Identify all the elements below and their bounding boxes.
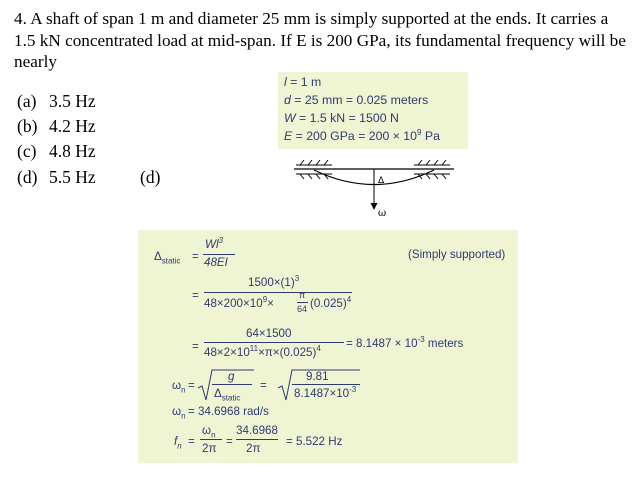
option-label: (a) xyxy=(17,91,37,111)
given-load: W = 1.5 kN = 1500 N xyxy=(284,111,399,125)
delta-static-label: $\Delta_{static}$ xyxy=(154,250,181,266)
option-c xyxy=(17,141,96,162)
option-value: 4.8 Hz xyxy=(49,141,96,161)
eq-2: = xyxy=(192,289,199,302)
option-a xyxy=(17,91,96,112)
frac1-numerator: Wl$^3$ xyxy=(205,236,223,251)
omega-n-label-2: $\omega_n$ xyxy=(172,405,186,421)
support-note: (Simply supported) xyxy=(408,248,506,261)
option-b xyxy=(17,116,96,137)
option-value: 4.2 Hz xyxy=(49,116,96,136)
solution-box xyxy=(138,230,518,463)
frac2-numerator: $1500\times(1)^3$ xyxy=(248,274,300,289)
frac1-denominator: 48EI xyxy=(204,256,228,269)
two-pi-den-1: 2π xyxy=(202,442,217,455)
omega-value: = 34.6968 rad/s xyxy=(188,405,269,418)
pi-over-64-num: π xyxy=(299,290,306,300)
eq-7: = xyxy=(226,435,233,448)
frac3-numerator: 64×1500 xyxy=(246,327,292,340)
eq-4: = xyxy=(188,379,195,392)
given-values-box xyxy=(278,72,468,149)
arrow-down-icon xyxy=(371,203,378,210)
frequency-result: = 5.522 Hz xyxy=(286,435,343,448)
omega-n-num: $\omega_n$ xyxy=(202,424,216,440)
given-diameter: d = 25 mm = 0.025 meters xyxy=(284,93,429,107)
f-n-label: $f_n$ xyxy=(174,435,182,451)
g-value: 9.81 xyxy=(306,370,329,383)
frac3-denominator: $48\times 2\times 10^{11}\times\pi\times(0.025)^4$ xyxy=(204,344,321,359)
option-label: (b) xyxy=(17,116,38,136)
given-span: l = 1 m xyxy=(284,75,322,89)
option-value: 3.5 Hz xyxy=(49,91,96,111)
beam-diagram xyxy=(294,159,454,221)
eq-3: = xyxy=(192,340,199,353)
omega-label: ω xyxy=(378,208,387,219)
omega-n-label: $\omega_n$ xyxy=(172,379,186,395)
given-modulus: E = 200 GPa = $200 \times 10^9$ Pa xyxy=(284,127,440,143)
eq-1: = xyxy=(192,250,199,263)
frac2-denominator: $48\times 200\times 10^9\times$ xyxy=(204,295,274,310)
question-text: 4. A shaft of span 1 m and diameter 25 mm is simply supported at the ends. It carries a 1.5 kN concentrated load at mid-span. If E is 200 GPa, its fundamental frequency will be nearly xyxy=(14,9,626,71)
eq-6: = xyxy=(188,435,195,448)
answer-label: (d) xyxy=(140,167,161,187)
option-value: 5.5 Hz xyxy=(49,167,96,187)
eq-5: = xyxy=(260,379,267,392)
root-denominator: $8.1487\times 10^{-3}$ xyxy=(294,385,357,400)
option-d xyxy=(17,167,96,188)
frac2-denominator-c: $(0.025)^4$ xyxy=(310,295,352,310)
delta-static-den: $\Delta_{static}$ xyxy=(214,387,241,403)
option-label: (d) xyxy=(17,167,38,187)
delta-result: = $8.1487 \times 10^{-3}$ meters xyxy=(346,335,464,350)
omega-num-value: 34.6968 xyxy=(236,424,278,437)
g-label: g xyxy=(228,370,235,383)
option-label: (c) xyxy=(17,141,37,161)
two-pi-den-2: 2π xyxy=(246,442,261,455)
pi-over-64-den: 64 xyxy=(297,304,308,314)
delta-label: Δ xyxy=(378,176,385,186)
